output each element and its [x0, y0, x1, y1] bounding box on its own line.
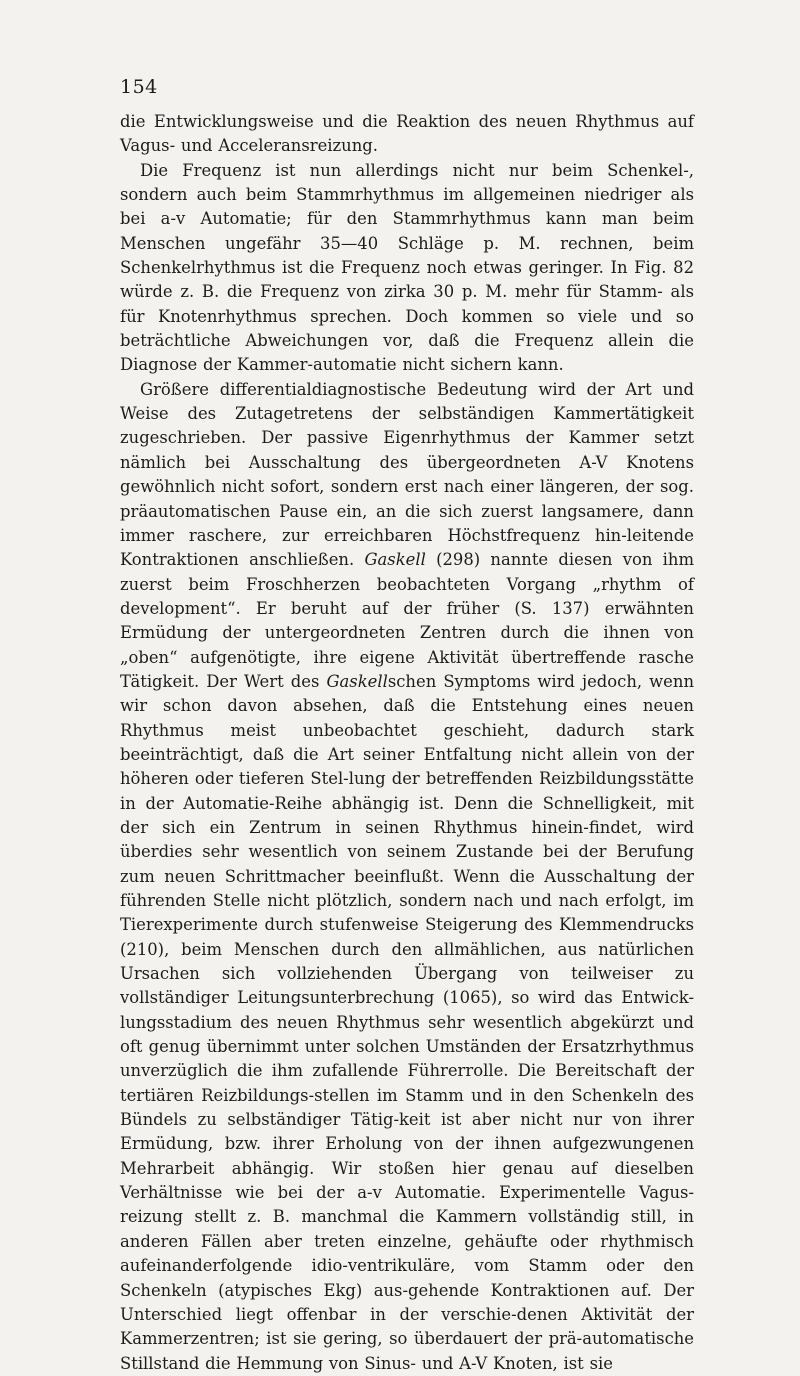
text-segment: (298) nannte diesen von ihm zuerst beim Froschherzen beobachteten Vorgang „rhythm of development“. Er beruht auf der früher (S. 137) erwähnten Ermüdung der untergeordneten Zentren durch die ihnen von „oben“ aufgenötigte, ihre eigene Aktivität übertreffende rasche Tätigkeit. Der Wert des [120, 550, 694, 691]
body-text [120, 110, 694, 1376]
text-segment: die Entwicklungsweise und die Reaktion des neuen Rhythmus auf Vagus- und Acceleransreizung. [120, 112, 694, 156]
author-name-gaskell: Gaskell [326, 671, 388, 691]
paragraph-3 [120, 378, 694, 1376]
text-segment: Die Frequenz ist nun allerdings nicht nur beim Schenkel-, sondern auch beim Stammrhythmus im allgemeinen niedriger als bei a-v Automatie; für den Stammrhythmus kann man beim Menschen ungefähr 35—40 Schläge p. M. rechnen, beim Schenkelrhythmus ist die Frequenz noch etwas geringer. In Fig. 82 würde z. B. die Frequenz von zirka 30 p. M. mehr für Stamm- als für Knotenrhythmus sprechen. Doch kommen so viele und so beträchtliche Abweichungen vor, daß die Frequenz allein die Diagnose der Kammer-automatie nicht sichern kann. [120, 160, 694, 375]
paragraph-1 [120, 110, 694, 159]
paragraph-2 [120, 159, 694, 378]
text-segment: Größere differentialdiagnostische Bedeutung wird der Art und Weise des Zutagetretens der selbständigen Kammertätigkeit zugeschrieben. Der passive Eigenrhythmus der Kammer setzt nämlich bei Ausschaltung des übergeordneten A-V Knotens gewöhnlich nicht sofort, sondern erst nach einer längeren, der sog. präautomatischen Pause ein, an die sich zuerst langsamere, dann immer raschere, zur erreichbaren Höchstfrequenz hin-leitende Kontraktionen anschließen. [120, 379, 694, 570]
author-name-gaskell: Gaskell [364, 550, 426, 570]
page-number: 154 [120, 76, 158, 98]
text-segment: schen Symptoms wird jedoch, wenn wir schon davon absehen, daß die Entstehung eines neuen Rhythmus meist unbeobachtet geschieht, dadurch stark beeinträchtigt, daß die Art seiner Entfaltung nicht allein von der höheren oder tieferen Stel-lung der betreffenden Reizbildungsstätte in der Automatie-Reihe abhängig ist. Denn die Schnelligkeit, mit der sich ein Zentrum in seinen Rhythmus hinein-findet, wird überdies sehr wesentlich von seinem Zustande bei der Berufung zum neuen Schrittmacher beeinflußt. Wenn die Ausschaltung der führenden Stelle nicht plötzlich, sondern nach und nach erfolgt, im Tierexperimente durch stufenweise Steigerung des Klemmendrucks (210), beim Menschen durch den allmählichen, aus natürlichen Ursachen sich vollziehenden Übergang von teilweiser zu vollständiger Leitungsunterbrechung (1065), so wird das Entwick-lungsstadium des neuen Rhythmus sehr wesentlich abgekürzt und oft genug übernimmt unter solchen Umständen der Ersatzrhythmus unverzüglich die ihm zufallende Führerrolle. Die Bereitschaft der tertiären Reizbildungs-stellen im Stamm und in den Schenkeln des Bündels zu selbständiger Tätig-keit ist aber nicht nur von ihrer Ermüdung, bzw. ihrer Erholung von der ihnen aufgezwungenen Mehrarbeit abhängig. Wir stoßen hier genau auf dieselben Verhältnisse wie bei der a-v Automatie. Experimentelle Vagus-reizung stellt z. B. manchmal die Kammern vollständig still, in anderen Fällen aber treten einzelne, gehäufte oder rhythmisch aufeinanderfolgende idio-ventrikuläre, vom Stamm oder den Schenkeln (atypisches Ekg) aus-gehende Kontraktionen auf. Der Unterschied liegt offenbar in der verschie-denen Aktivität der Kammerzentren; ist sie gering, so überdauert der prä-automatische Stillstand die Hemmung von Sinus- und A-V Knoten, ist sie [120, 671, 694, 1373]
